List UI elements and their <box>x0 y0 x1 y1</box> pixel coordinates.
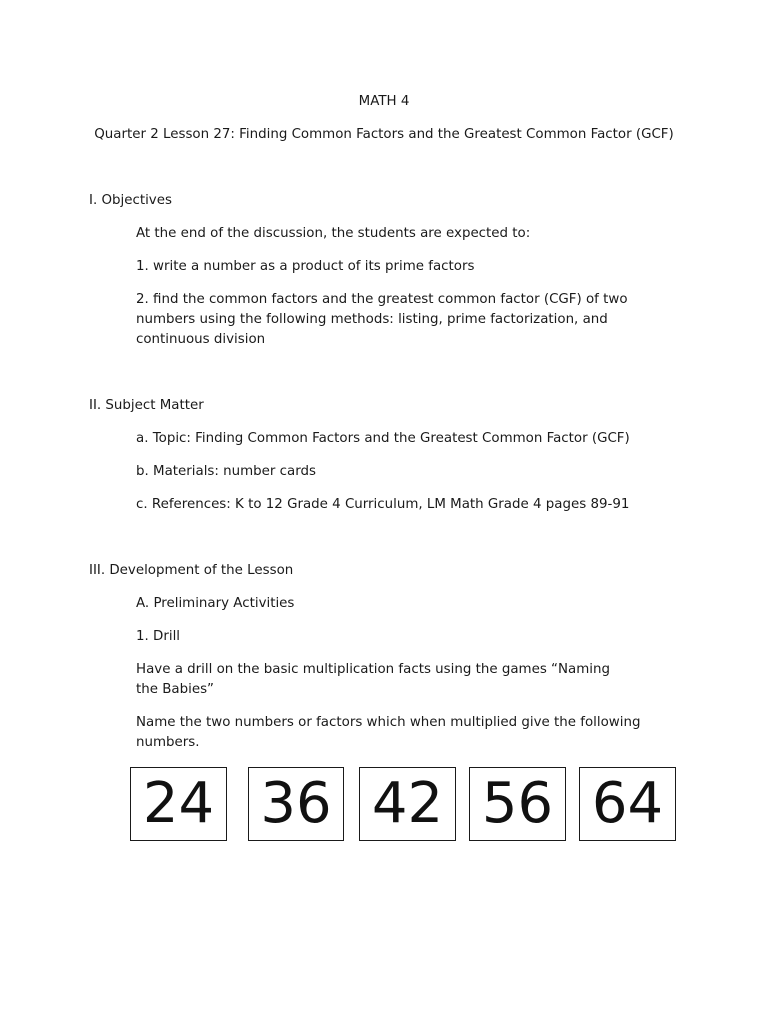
subject-matter-item: c. References: K to 12 Grade 4 Curriculum, LM Math Grade 4 pages 89-91 <box>136 497 630 512</box>
subject-matter-item: a. Topic: Finding Common Factors and the Greatest Common Factor (GCF) <box>136 431 630 446</box>
objective-item: 1. write a number as a product of its prime factors <box>136 259 475 274</box>
number-card: 36 <box>248 767 344 841</box>
preliminary-activities-heading: A. Preliminary Activities <box>136 596 295 611</box>
objective-item: 2. find the common factors and the greatest common factor (CGF) of two numbers using the following methods: listing, prime factorization, and continuous division <box>136 292 628 347</box>
development-heading: III. Development of the Lesson <box>89 563 294 578</box>
drill-label: 1. Drill <box>136 629 181 644</box>
page-subject: MATH 4 <box>358 94 410 109</box>
lesson-title: Quarter 2 Lesson 27: Finding Common Factors and the Greatest Common Factor (GCF) <box>94 127 674 142</box>
subject-matter-heading: II. Subject Matter <box>89 398 204 413</box>
number-card: 24 <box>130 767 227 841</box>
drill-instruction: Name the two numbers or factors which when multiplied give the following numbers. <box>136 715 641 750</box>
drill-text: Have a drill on the basic multiplication facts using the games “Naming the Babies” <box>136 662 610 697</box>
number-card: 64 <box>579 767 676 841</box>
objectives-heading: I. Objectives <box>89 193 172 208</box>
subject-matter-item: b. Materials: number cards <box>136 464 316 479</box>
objectives-intro: At the end of the discussion, the students are expected to: <box>136 226 531 241</box>
number-card: 42 <box>359 767 456 841</box>
number-card: 56 <box>469 767 566 841</box>
